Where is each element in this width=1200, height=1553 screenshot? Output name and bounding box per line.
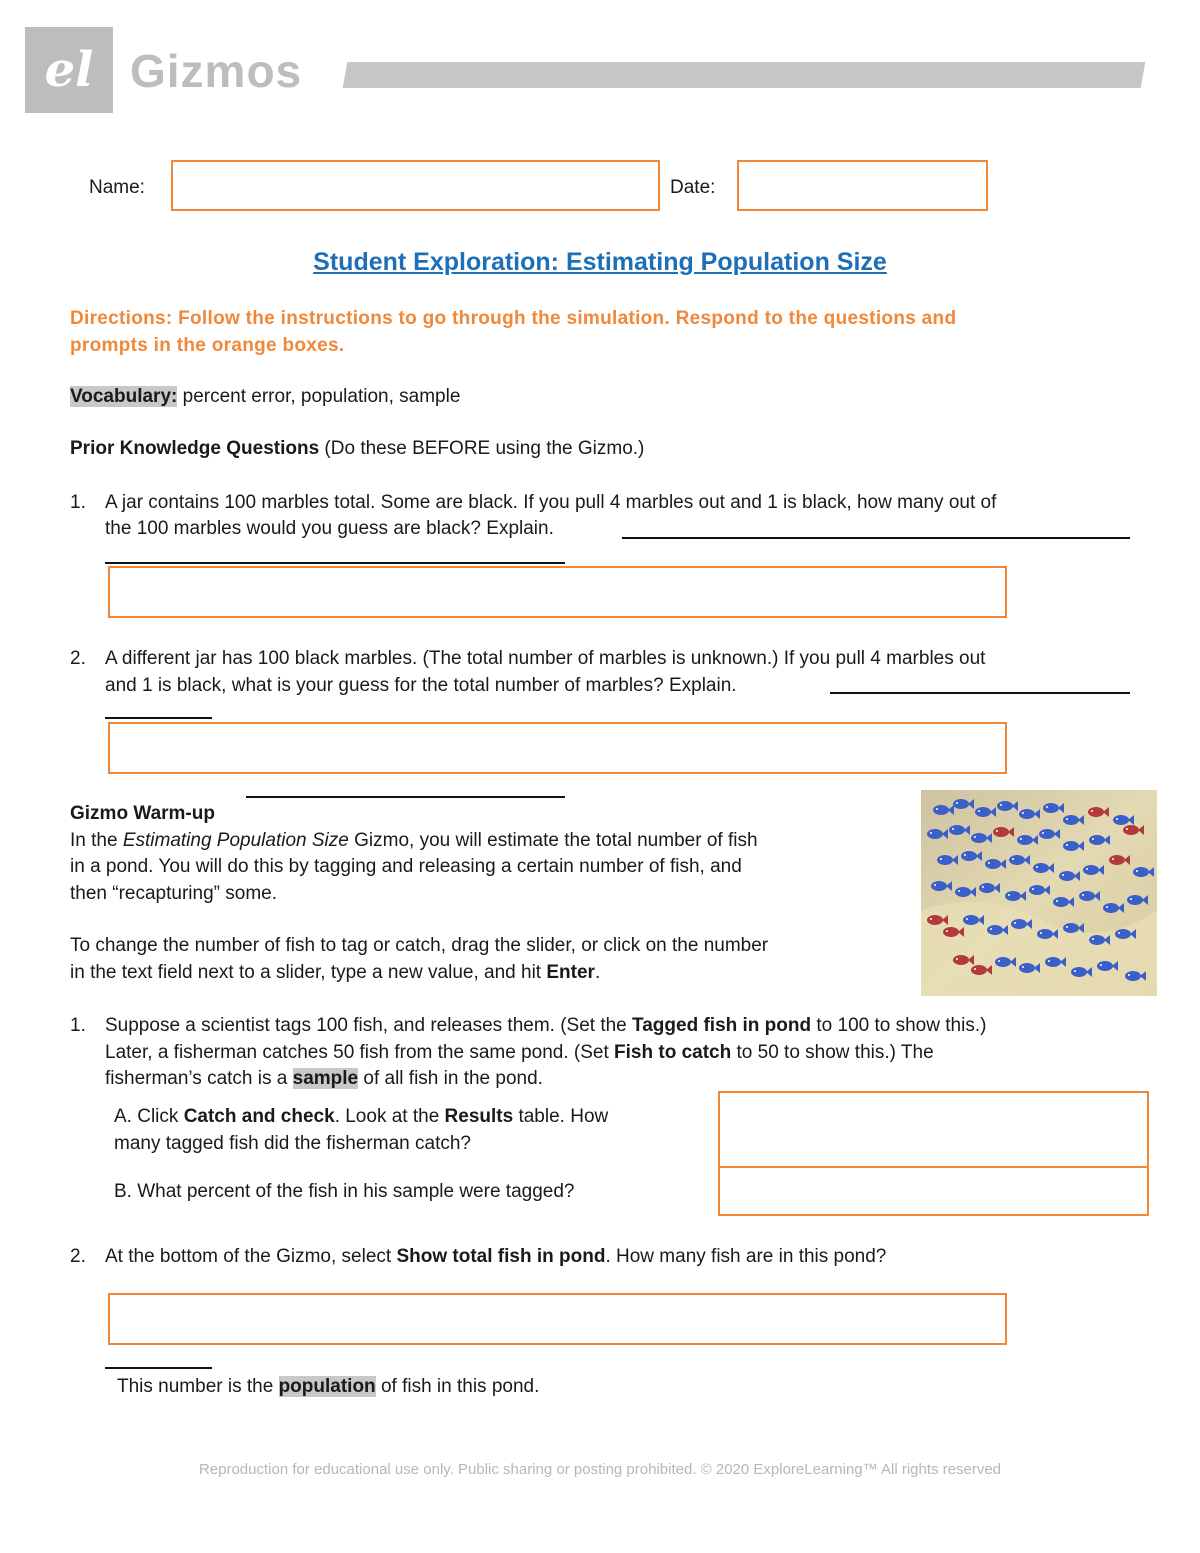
text: At the bottom of the Gizmo, select [105,1246,397,1267]
logo-mark: el [44,42,94,98]
q2-answer-box[interactable] [108,1293,1007,1345]
fish-pond-illustration [921,790,1157,996]
catch-and-check-label: Catch and check [183,1106,335,1127]
fish-pond-image [921,790,1157,996]
prior-q2-answer-box[interactable] [108,722,1007,774]
q1-number: 1. [70,1015,86,1036]
prior-heading-note: (Do these BEFORE using the Gizmo.) [319,438,645,459]
answer-underline [105,1367,212,1369]
q1-line-2 [105,1040,934,1066]
text: in the text field next to a slider, type a new value, and hit [70,962,547,983]
warmup-paragraph-2-line-1: To change the number of fish to tag or catch, drag the slider, or click on the number [70,935,769,956]
prior-heading-text: Prior Knowledge Questions [70,438,320,459]
tagged-fish-label: Tagged fish in pond [632,1015,812,1036]
prior-q2-number: 2. [70,648,86,669]
q1a-line-1 [114,1104,608,1130]
text: fisherman’s catch is a [105,1068,293,1089]
text: A. Click [114,1106,184,1127]
text: Later, a fisherman catches 50 fish from the same pond. (Set [105,1042,615,1063]
prior-q1-number: 1. [70,492,86,513]
results-label: Results [444,1106,514,1127]
answer-underline [105,717,212,719]
directions-line-1: Directions: Follow the instructions to go through the simulation. Respond to the questions and [70,308,957,329]
answer-underline [105,562,565,564]
warmup-paragraph-1-line-1 [70,828,758,854]
fish-to-catch-label: Fish to catch [614,1042,732,1063]
text: table. How [513,1106,609,1127]
explorelearning-logo [25,27,113,113]
footer-copyright: Reproduction for educational use only. Public sharing or posting prohibited. © 2020 ExploreLearning™ All rights reserved [198,1461,1002,1478]
warmup-paragraph-1-line-2: in a pond. You will do this by tagging and releasing a certain number of fish, and [70,856,742,877]
directions-line-2: prompts in the orange boxes. [70,335,345,356]
answer-underline [830,692,1130,694]
text: to 50 to show this.) The [731,1042,934,1063]
q2-number: 2. [70,1246,86,1267]
prior-knowledge-heading [70,436,644,462]
header-bar [343,62,1146,88]
prior-q1-line-1: A jar contains 100 marbles total. Some are black. If you pull 4 marbles out and 1 is black, how many out of [105,492,997,513]
text: . How many fish are in this pond? [605,1246,887,1267]
text: . Look at the [334,1106,445,1127]
warmup-heading: Gizmo Warm-up [70,803,215,824]
enter-key-label: Enter [546,962,595,983]
q1a-line-2: many tagged fish did the fisherman catch? [114,1133,471,1154]
vocabulary-label: Vocabulary: [70,386,178,407]
text: of fish in this pond. [375,1376,540,1397]
date-input-box[interactable] [737,160,988,211]
q1-line-3 [105,1066,543,1092]
q2-note [117,1374,539,1400]
text: Suppose a scientist tags 100 fish, and releases them. (Set the [105,1015,633,1036]
gizmo-title-italic: Estimating Population Size [122,830,349,851]
warmup-paragraph-2-line-2 [70,960,600,986]
directions [70,305,1070,359]
prior-q2-line-1: A different jar has 100 black marbles. (The total number of marbles is unknown.) If you pull 4 marbles out [105,648,986,669]
date-label: Date: [670,177,716,198]
text: of all fish in the pond. [358,1068,543,1089]
vocabulary [70,384,460,410]
prior-q1-line-2: the 100 marbles would you guess are black? Explain. [105,518,554,539]
q1b-answer-box[interactable] [718,1166,1149,1216]
text: Gizmo, you will estimate the total number of fish [348,830,758,851]
answer-underline [622,537,1130,539]
population-term: population [278,1376,376,1397]
text: to 100 to show this.) [811,1015,987,1036]
show-total-fish-label: Show total fish in pond [396,1246,606,1267]
q1a-answer-box[interactable] [718,1091,1149,1168]
text: In the [70,830,123,851]
warmup-paragraph-1-line-3: then “recapturing” some. [70,883,277,904]
name-label: Name: [89,177,145,198]
answer-underline [246,796,565,798]
name-input-box[interactable] [171,160,660,211]
q2-line-1 [105,1244,886,1270]
page-title: Student Exploration: Estimating Population Size [313,248,887,276]
text: . [594,962,601,983]
text: This number is the [117,1376,279,1397]
brand-name: Gizmos [130,45,303,97]
q1-line-1 [105,1013,986,1039]
prior-q2-line-2: and 1 is black, what is your guess for the total number of marbles? Explain. [105,675,737,696]
q1b-line-1: B. What percent of the fish in his sample were tagged? [114,1181,575,1202]
prior-q1-answer-box[interactable] [108,566,1007,618]
vocabulary-terms: percent error, population, sample [177,386,461,407]
sample-term: sample [292,1068,359,1089]
